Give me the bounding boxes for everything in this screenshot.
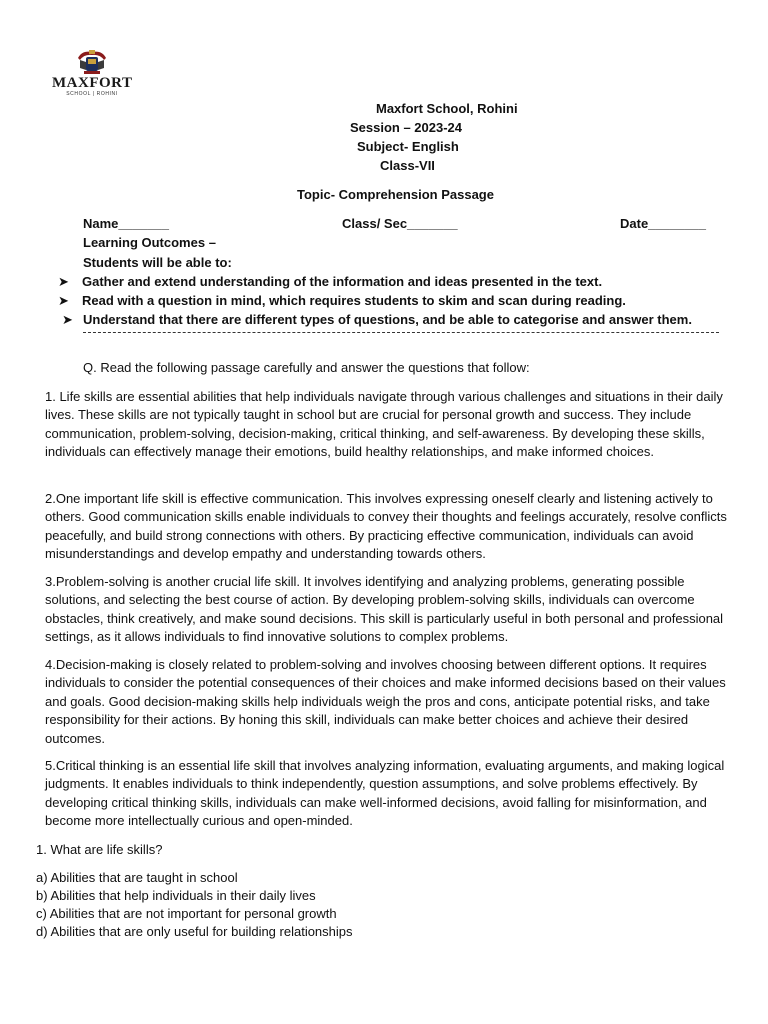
- arrowhead-bullet-icon: ➤: [62, 312, 73, 327]
- answer-option-b: b) Abilities that help individuals in their daily lives: [36, 888, 316, 903]
- logo-subtitle: SCHOOL | ROHINI: [66, 91, 118, 97]
- outcome-item: [58, 274, 602, 290]
- outcome-text: Gather and extend understanding of the information and ideas presented in the text.: [82, 274, 603, 289]
- school-crest-icon: [74, 48, 110, 76]
- date-field: Date________: [620, 216, 707, 231]
- dashed-divider: [83, 332, 719, 333]
- passage-paragraph-3: 3.Problem-solving is another crucial life skill. It involves identifying and analyzing problems, generating possible solutions, and selecting the best course of action. By developing problem-solving skills, individuals can overcome obstacles, think creatively, and make sound decisions. This skill is particularly useful in both personal and professional settings, as it allows individuals to find innovative solutions to complex problems.: [45, 574, 724, 645]
- logo-wordmark: MAXFORT: [52, 75, 133, 91]
- answer-option-d: d) Abilities that are only useful for building relationships: [36, 924, 353, 939]
- arrowhead-bullet-icon: ➤: [58, 293, 69, 308]
- answer-option-c: c) Abilities that are not important for personal growth: [36, 906, 337, 921]
- school-name: Maxfort School, Rohini: [376, 101, 518, 116]
- instruction: Q. Read the following passage carefully and answer the questions that follow:: [83, 360, 530, 375]
- school-logo: [52, 48, 132, 98]
- outcome-text: Understand that there are different types of questions, and be able to categorise and answer them.: [83, 312, 692, 327]
- learning-outcomes-title: Learning Outcomes –: [83, 235, 216, 250]
- name-field: Name_______: [83, 216, 170, 231]
- subject: Subject- English: [357, 139, 459, 154]
- session: Session – 2023-24: [350, 120, 463, 135]
- outcome-item: [58, 293, 626, 309]
- class-sec-field: Class/ Sec_______: [342, 216, 458, 231]
- arrowhead-bullet-icon: ➤: [58, 274, 69, 289]
- class-label: Class-VII: [380, 158, 435, 173]
- outcome-text: Read with a question in mind, which requires students to skim and scan during reading.: [82, 293, 626, 308]
- passage-paragraph-4: 4.Decision-making is closely related to problem-solving and involves choosing between different options. It requires individuals to consider the potential consequences of their choices and make informed decisions based on their values and goals. Good decision-making skills help individuals weigh the pros and cons, anticipate potential risks, and take responsibility for their actions. By honing this skill, individuals can make better choices and achieve their desired outcomes.: [45, 657, 726, 746]
- outcome-item: [62, 312, 692, 328]
- passage-paragraph-5: 5.Critical thinking is an essential life skill that involves analyzing information, evaluating arguments, and making logical judgments. It enables individuals to think independently, question assumptions, and solve problems effectively. By developing critical thinking skills, individuals can make well-informed decisions, avoid falling for misinformation, and become more intellectually curious and open-minded.: [45, 758, 725, 829]
- topic: Topic- Comprehension Passage: [297, 187, 494, 202]
- passage-paragraph-1: 1. Life skills are essential abilities that help individuals navigate through various challenges and situations in their daily lives. These skills are not typically taught in school but are crucial for personal growth and success. They include communication, problem-solving, decision-making, critical thinking, and self-awareness. By developing these skills, individuals can effectively manage their emotions, build healthy relationships, and make informed choices.: [45, 389, 723, 460]
- answer-option-a: a) Abilities that are taught in school: [36, 870, 238, 885]
- passage-paragraph-2: 2.One important life skill is effective communication. This involves expressing oneself clearly and listening actively to others. Good communication skills enable individuals to convey their thoughts and feelings accurately, resolve conflicts peacefully, and build strong connections with others. By practicing effective communication, individuals can avoid misunderstandings and develop empathy and understanding towards others.: [45, 491, 727, 562]
- question-1: 1. What are life skills?: [36, 842, 163, 857]
- learning-outcomes-intro: Students will be able to:: [83, 255, 232, 270]
